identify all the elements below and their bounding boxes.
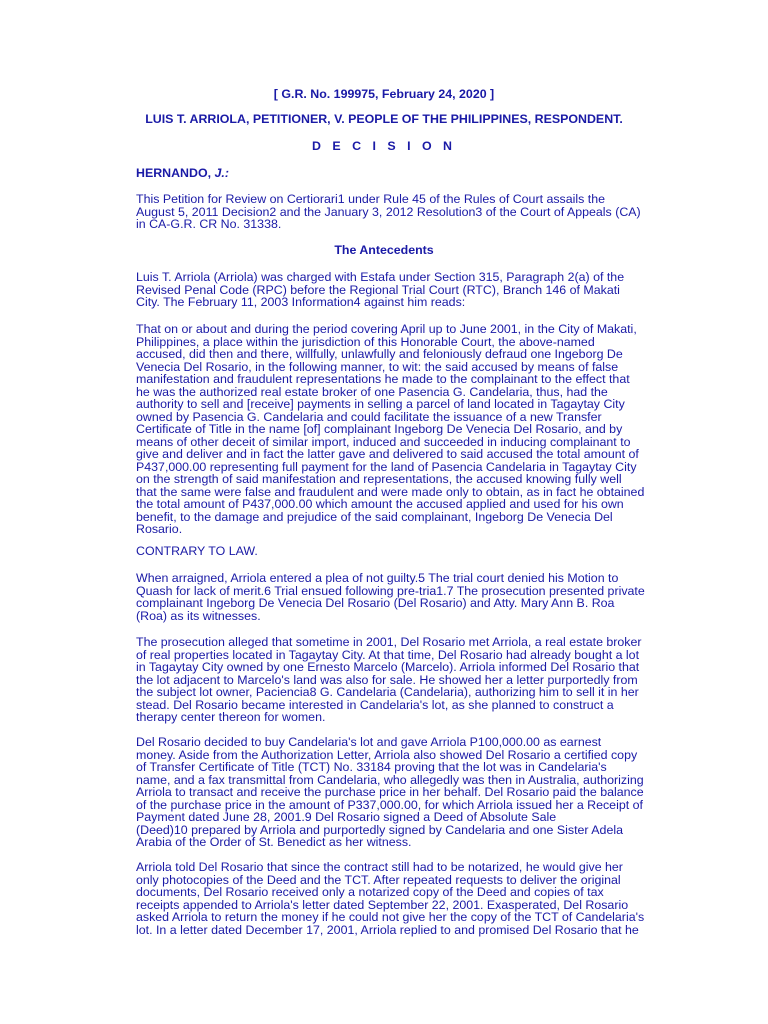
paragraph-line: That on or about and during the period covering April up to June 2001, in the City of Makati,	[136, 322, 637, 336]
paragraph-line: The prosecution alleged that sometime in 2001, Del Rosario met Arriola, a real estate broker	[136, 635, 642, 649]
paragraph-line: Payment dated June 28, 2001.9 Del Rosario signed a Deed of Absolute Sale	[136, 810, 557, 824]
paragraph-line: of real properties located in Tagaytay City. At that time, Del Rosario had already bought a lot	[136, 647, 640, 662]
paragraph-line: on the strength of said manifestation and representations, the accused knowing fully well	[136, 472, 622, 486]
paragraph-line: August 5, 2011 Decision2 and the January 3, 2012 Resolution3 of the Court of Appeals (CA)	[136, 204, 641, 219]
paragraph-line: benefit, to the damage and prejudice of the said complainant, Ingeborg De Venecia Del	[136, 509, 613, 524]
paragraph-line: the subject lot owner, Paciencia8 G. Candelaria (Candelaria), authorizing him to sell it in her	[136, 685, 639, 699]
paragraph-line: money. Aside from the Authorization Letter, Arriola also showed Del Rosario a certified copy	[136, 747, 638, 762]
paragraph-1	[136, 193, 696, 231]
paragraph-line: of the purchase price in the amount of P337,000.00, for which Arriola issued her a Receipt of	[136, 797, 643, 812]
paragraph-line: Certificate of Title in the name [of] complainant Ingeborg De Venecia Del Rosario, and by	[136, 422, 623, 436]
section-heading: The Antecedents	[334, 243, 434, 257]
paragraph-2	[136, 271, 696, 309]
paragraph-line: Revised Penal Code (RPC) before the Regional Trial Court (RTC), Branch 146 of Makati	[136, 282, 620, 297]
paragraph-prosecution	[136, 636, 696, 724]
paragraph-line: asked Arriola to return the money if he could not give her the copy of the TCT of Candelaria's	[136, 910, 645, 924]
paragraph-line: documents, Del Rosario received only a notarized copy of the Deed and copies of tax	[136, 885, 604, 899]
paragraph-purchase	[136, 736, 696, 849]
paragraph-line: in Tagaytay City owned by one Ernesto Marcelo (Marcelo). Arriola informed Del Rosario that	[136, 660, 640, 674]
case-number: [ G.R. No. 199975, February 24, 2020 ]	[273, 87, 495, 101]
paragraph-line: Arriola to transact and receive the purchase price in her behalf. Del Rosario paid the balance	[136, 785, 644, 799]
information-quote	[136, 323, 696, 536]
paragraph-line: he was the authorized real estate broker of one Pasencia G. Candelaria, thus, had the	[136, 384, 608, 399]
ponente	[136, 167, 696, 180]
paragraph-line: Rosario.	[136, 522, 183, 536]
paragraph-line: P437,000.00 representing full payment for the land of Pasencia Candelaria in Tagaytay City	[136, 459, 637, 474]
paragraph-line: CONTRARY TO LAW.	[136, 544, 258, 558]
paragraph-line: of Transfer Certificate of Title (TCT) No. 33184 proving that the lot was in Candelaria's	[136, 760, 607, 774]
paragraph-line: Arriola told Del Rosario that since the contract still had to be notarized, he would give her	[136, 860, 623, 874]
paragraph-line: the lot adjacent to Marcelo's land was also for sale. He showed her a letter purportedly from	[136, 672, 638, 687]
paragraph-line: therapy center thereon for women.	[136, 710, 326, 724]
paragraph-line: authority to sell and [receive] payments in selling a parcel of land located in Tagaytay City	[136, 397, 625, 411]
paragraph-line: Luis T. Arriola (Arriola) was charged with Estafa under Section 315, Paragraph 2(a) of the	[136, 270, 625, 284]
paragraph-line: This Petition for Review on Certiorari1 under Rule 45 of the Rules of Court assails the	[136, 192, 606, 206]
ponente-name: HERNANDO,	[136, 166, 215, 180]
paragraph-line: When arraigned, Arriola entered a plea of not guilty.5 The trial court denied his Motion to	[136, 571, 619, 585]
paragraph-line: means of other deceit of similar import, induced and succeeded in inducing complainant to	[136, 434, 631, 449]
contrary-to-law	[136, 545, 696, 558]
paragraph-line: lot. In a letter dated December 17, 2001, Arriola replied to and promised Del Rosario that he	[136, 922, 639, 937]
paragraph-arraignment	[136, 572, 696, 622]
paragraph-line: City. The February 11, 2003 Information4 against him reads:	[136, 295, 466, 309]
paragraph-line: receipts appended to Arriola's letter dated September 22, 2001. Exasperated, Del Rosario	[136, 897, 629, 912]
paragraph-line: complainant Ingeborg De Venecia Del Rosario (Del Rosario) and Atty. Mary Ann B. Roa	[136, 596, 615, 610]
paragraph-line: owned by Pasencia G. Candelaria and could facilitate the issuance of a new Transfer	[136, 409, 602, 424]
paragraph-line: (Deed)10 prepared by Arriola and purportedly signed by Candelaria and one Sister Adela	[136, 822, 623, 837]
paragraph-line: accused, did then and there, willfully, unlawfully and feloniously defraud one Ingeborg De	[136, 347, 623, 361]
paragraph-line: in CA-G.R. CR No. 31338.	[136, 217, 282, 231]
case-title: LUIS T. ARRIOLA, PETITIONER, V. PEOPLE OF THE PHILIPPINES, RESPONDENT.	[145, 112, 623, 126]
paragraph-line: the total amount of P437,000.00 which amount the accused applied and used for his own	[136, 497, 624, 511]
paragraph-line: Venecia Del Rosario, in the following manner, to wit: the said accused by means of false	[136, 359, 619, 374]
paragraph-line: Arabia of the Order of St. Benedict as her witness.	[136, 835, 412, 849]
paragraph-line: give and deliver and in fact the latter gave and delivered to said accused the total amount of	[136, 447, 639, 461]
paragraph-line: only photocopies of the Deed and the TCT. After repeated requests to deliver the original	[136, 872, 621, 887]
paragraph-line: (Roa) as its witnesses.	[136, 608, 261, 623]
paragraph-notarization	[136, 861, 696, 936]
paragraph-line: Philippines, a place within the jurisdiction of this Honorable Court, the above-named	[136, 334, 595, 349]
paragraph-line: name, and a fax transmittal from Candelaria, who allegedly was then in Australia, authorizing	[136, 772, 644, 787]
decision-label: D E C I S I O N	[312, 139, 456, 153]
paragraph-line: manifestation and fraudulent representations he made to the complainant to the effect that	[136, 372, 630, 386]
ponente-suffix: J.:	[214, 166, 229, 180]
paragraph-line: that the same were false and fraudulent and were made only to obtain, as in fact he obtained	[136, 484, 645, 499]
paragraph-line: Del Rosario decided to buy Candelaria's lot and gave Arriola P100,000.00 as earnest	[136, 735, 602, 749]
paragraph-line: stead. Del Rosario became interested in Candelaria's lot, as she planned to construct a	[136, 697, 614, 712]
paragraph-line: Quash for lack of merit.6 Trial ensued following pre-tria1.7 The prosecution presented private	[136, 583, 645, 598]
